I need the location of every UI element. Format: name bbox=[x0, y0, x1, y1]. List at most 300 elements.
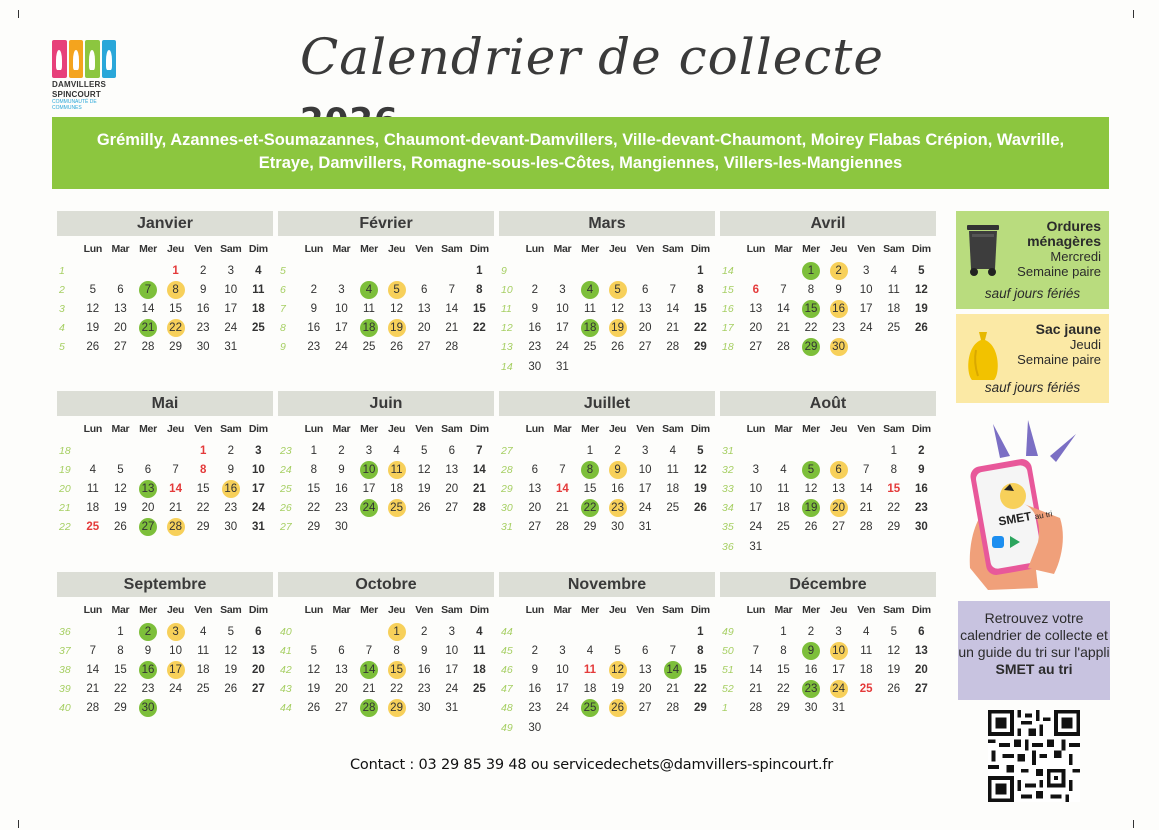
day-cell: 7 bbox=[752, 644, 759, 657]
week-number: 6 bbox=[280, 283, 286, 296]
week-row bbox=[720, 537, 936, 556]
day-cell: 2 bbox=[614, 444, 621, 457]
day-cell: 9 bbox=[835, 283, 842, 296]
weekday-header bbox=[278, 416, 494, 441]
day-cell-sac-jaune: 15 bbox=[383, 661, 411, 679]
day-cell-sac-jaune: 10 bbox=[825, 642, 853, 660]
day-cell: 12 bbox=[307, 663, 321, 676]
day-cell: 22 bbox=[887, 502, 901, 515]
weekday-header bbox=[278, 236, 494, 261]
week-number: 13 bbox=[501, 341, 513, 354]
week-number: 12 bbox=[501, 322, 513, 335]
day-cell: 26 bbox=[390, 341, 403, 354]
week-row bbox=[499, 357, 715, 376]
weekday-label: Ven bbox=[857, 242, 876, 255]
day-cell: 14 bbox=[749, 663, 763, 676]
week-row bbox=[278, 699, 494, 718]
day-cell: 7 bbox=[89, 644, 96, 657]
weekday-label: Sam bbox=[662, 603, 684, 616]
weekday-label: Mar bbox=[111, 603, 130, 616]
week-row bbox=[278, 680, 494, 699]
day-cell-sac-jaune: 29 bbox=[383, 699, 411, 717]
week-number: 27 bbox=[280, 521, 292, 534]
day-cell: 31 bbox=[224, 341, 238, 354]
weekday-label: Dim bbox=[911, 242, 931, 255]
day-cell-ordures: 18 bbox=[355, 319, 383, 337]
day-cell-holiday: 1 bbox=[172, 264, 179, 277]
weekday-label: Mar bbox=[332, 242, 351, 255]
day-cell-holiday: 25 bbox=[86, 521, 100, 534]
day-cell bbox=[300, 262, 328, 280]
day-cell-sac-jaune: 1 bbox=[383, 623, 411, 641]
week-row bbox=[57, 299, 273, 318]
week-row bbox=[278, 261, 494, 280]
week-row bbox=[499, 479, 715, 498]
week-row bbox=[278, 338, 494, 357]
day-cell-ordures: 23 bbox=[797, 680, 825, 698]
day-cell: 18 bbox=[86, 502, 100, 515]
week-number: 47 bbox=[501, 683, 513, 696]
week-number: 19 bbox=[59, 463, 71, 476]
day-cell: 20 bbox=[141, 502, 155, 515]
day-cell: 20 bbox=[638, 683, 652, 696]
day-cell: 18 bbox=[390, 482, 403, 495]
day-cell: 24 bbox=[555, 341, 569, 354]
month-block bbox=[57, 211, 273, 357]
day-cell: 9 bbox=[531, 663, 538, 676]
day-cell: 1 bbox=[586, 444, 594, 457]
day-cell: 15 bbox=[169, 302, 182, 315]
week-row bbox=[57, 280, 273, 299]
day-cell: 25 bbox=[362, 341, 376, 354]
day-cell: 26 bbox=[417, 502, 431, 515]
day-cell: 6 bbox=[918, 625, 925, 638]
day-cell: 10 bbox=[555, 663, 569, 676]
crop-mark bbox=[1133, 10, 1141, 18]
day-cell bbox=[825, 442, 853, 460]
day-cell: 25 bbox=[776, 521, 790, 534]
weekday-label: Lun bbox=[83, 422, 102, 435]
week-number: 24 bbox=[280, 463, 292, 476]
day-cell: 14 bbox=[445, 302, 459, 315]
weekday-label: Jeu bbox=[829, 242, 848, 255]
day-cell: 1 bbox=[117, 625, 124, 638]
day-cell bbox=[549, 442, 577, 460]
day-cell: 13 bbox=[832, 482, 845, 495]
day-cell: 20 bbox=[334, 683, 348, 696]
day-cell: 27 bbox=[417, 341, 431, 354]
week-number: 18 bbox=[722, 341, 734, 354]
day-cell: 29 bbox=[307, 521, 321, 534]
weekday-header bbox=[499, 597, 715, 622]
week-row bbox=[57, 641, 273, 660]
week-row bbox=[499, 261, 715, 280]
weekday-label: Mar bbox=[111, 422, 130, 435]
week-number: 35 bbox=[722, 521, 734, 534]
week-row bbox=[499, 299, 715, 318]
day-cell-ordures: 21 bbox=[134, 319, 162, 337]
day-cell: 6 bbox=[144, 463, 152, 476]
day-cell: 27 bbox=[638, 702, 652, 715]
day-cell bbox=[79, 262, 107, 280]
day-cell: 18 bbox=[887, 302, 901, 315]
day-cell: 22 bbox=[307, 502, 321, 515]
day-cell-holiday: 6 bbox=[752, 283, 759, 296]
day-cell-sac-jaune: 19 bbox=[383, 319, 411, 337]
month-name: Novembre bbox=[499, 572, 715, 597]
week-row bbox=[57, 622, 273, 641]
week-number: 17 bbox=[722, 322, 734, 335]
weekday-label: Lun bbox=[83, 242, 102, 255]
day-cell: 6 bbox=[420, 283, 428, 296]
day-cell: 15 bbox=[472, 302, 486, 315]
day-cell: 22 bbox=[693, 322, 707, 335]
day-cell: 2 bbox=[310, 283, 317, 296]
week-number: 41 bbox=[280, 644, 292, 657]
month-name: Janvier bbox=[57, 211, 273, 236]
week-row bbox=[57, 518, 273, 537]
week-number: 7 bbox=[280, 302, 286, 315]
weekday-label: Sam bbox=[883, 603, 905, 616]
day-cell bbox=[825, 538, 853, 556]
week-row bbox=[499, 441, 715, 460]
day-cell: 3 bbox=[835, 625, 842, 638]
day-cell: 31 bbox=[749, 540, 763, 553]
day-cell: 16 bbox=[914, 482, 928, 495]
day-cell: 16 bbox=[611, 482, 624, 495]
day-cell: 12 bbox=[611, 302, 624, 315]
day-cell: 9 bbox=[310, 302, 317, 315]
weekday-label: Sam bbox=[883, 422, 905, 435]
day-cell-sac-jaune: 3 bbox=[162, 623, 190, 641]
weekday-label: Ven bbox=[194, 603, 213, 616]
weekday-label: Mer bbox=[139, 422, 157, 435]
day-cell bbox=[908, 538, 936, 556]
day-cell: 17 bbox=[749, 502, 763, 515]
day-cell: 28 bbox=[445, 341, 459, 354]
day-cell bbox=[770, 262, 798, 280]
day-cell-ordures: 24 bbox=[355, 499, 383, 517]
day-cell: 19 bbox=[914, 302, 928, 315]
day-cell: 27 bbox=[528, 521, 542, 534]
week-row bbox=[278, 641, 494, 660]
day-cell: 21 bbox=[86, 683, 100, 696]
weekday-label: Dim bbox=[248, 422, 268, 435]
day-cell: 30 bbox=[914, 521, 928, 534]
day-cell bbox=[521, 442, 549, 460]
logo-block bbox=[85, 40, 100, 78]
day-cell: 13 bbox=[445, 463, 459, 476]
day-cell: 29 bbox=[693, 341, 707, 354]
week-row bbox=[57, 699, 273, 718]
day-cell-ordures: 1 bbox=[797, 262, 825, 280]
week-row bbox=[499, 660, 715, 679]
day-cell: 27 bbox=[334, 702, 348, 715]
day-cell bbox=[687, 719, 715, 737]
day-cell: 9 bbox=[420, 644, 428, 657]
phone-in-hand-icon bbox=[958, 418, 1108, 596]
week-number: 40 bbox=[59, 702, 71, 715]
day-cell-sac-jaune: 19 bbox=[604, 319, 632, 337]
day-cell: 30 bbox=[611, 521, 624, 534]
month-days bbox=[720, 622, 936, 718]
day-cell bbox=[466, 518, 494, 536]
day-cell-ordures: 5 bbox=[797, 461, 825, 479]
weekday-label: Sam bbox=[220, 422, 242, 435]
day-cell bbox=[742, 262, 770, 280]
day-cell: 11 bbox=[86, 482, 99, 495]
week-number: 34 bbox=[722, 502, 734, 515]
week-number: 3 bbox=[59, 302, 65, 315]
day-cell: 20 bbox=[638, 322, 652, 335]
day-cell: 24 bbox=[334, 341, 348, 354]
day-cell: 19 bbox=[113, 502, 127, 515]
day-cell: 24 bbox=[445, 683, 459, 696]
day-cell: 25 bbox=[583, 341, 597, 354]
day-cell bbox=[410, 262, 438, 280]
app-name-text: SMET bbox=[997, 509, 1033, 529]
day-cell bbox=[107, 262, 135, 280]
legend-om-title: Ordures ménagères bbox=[1027, 218, 1101, 249]
day-cell: 16 bbox=[417, 663, 431, 676]
day-cell: 22 bbox=[196, 502, 210, 515]
day-cell-sac-jaune: 12 bbox=[604, 661, 632, 679]
day-cell: 22 bbox=[804, 322, 818, 335]
day-cell: 4 bbox=[586, 644, 594, 657]
weekday-label: Mer bbox=[139, 603, 157, 616]
day-cell: 3 bbox=[227, 264, 234, 277]
day-cell: 28 bbox=[555, 521, 569, 534]
day-cell: 29 bbox=[693, 702, 707, 715]
day-cell: 28 bbox=[776, 341, 790, 354]
day-cell: 23 bbox=[334, 502, 348, 515]
day-cell: 23 bbox=[832, 322, 845, 335]
day-cell-ordures: 4 bbox=[576, 281, 604, 299]
day-cell: 4 bbox=[780, 463, 787, 476]
day-cell: 15 bbox=[113, 663, 127, 676]
logo bbox=[52, 40, 116, 111]
day-cell: 7 bbox=[172, 463, 179, 476]
day-cell: 31 bbox=[638, 521, 652, 534]
day-cell-sac-jaune: 28 bbox=[162, 518, 190, 536]
month-days bbox=[720, 261, 936, 357]
week-number: 30 bbox=[501, 502, 513, 515]
day-cell-sac-jaune: 17 bbox=[162, 661, 190, 679]
weekday-label: Jeu bbox=[387, 603, 406, 616]
day-cell: 13 bbox=[528, 482, 542, 495]
day-cell: 27 bbox=[445, 502, 459, 515]
weekday-label: Ven bbox=[636, 242, 655, 255]
day-cell: 16 bbox=[804, 663, 818, 676]
day-cell: 25 bbox=[666, 502, 680, 515]
day-cell bbox=[134, 442, 162, 460]
crop-mark bbox=[1133, 820, 1141, 828]
day-cell bbox=[659, 719, 687, 737]
communes-line2: Etraye, Damvillers, Romagne-sous-les-Côtes, Mangiennes, Villers-les-Mangiennes bbox=[258, 154, 903, 172]
day-cell: 17 bbox=[555, 322, 569, 335]
week-row bbox=[720, 338, 936, 357]
week-number: 1 bbox=[722, 702, 728, 715]
day-cell-ordures: 25 bbox=[576, 699, 604, 717]
week-number: 5 bbox=[59, 341, 65, 354]
day-cell: 11 bbox=[666, 463, 679, 476]
day-cell: 22 bbox=[472, 322, 486, 335]
weekday-label: Mer bbox=[139, 242, 157, 255]
day-cell: 19 bbox=[224, 663, 238, 676]
week-row bbox=[720, 261, 936, 280]
day-cell bbox=[549, 262, 577, 280]
week-row bbox=[499, 699, 715, 718]
day-cell bbox=[162, 699, 190, 717]
day-cell: 31 bbox=[445, 702, 459, 715]
day-cell: 6 bbox=[255, 625, 262, 638]
day-cell: 31 bbox=[832, 702, 845, 715]
day-cell: 21 bbox=[859, 502, 873, 515]
week-row bbox=[720, 499, 936, 518]
day-cell: 5 bbox=[918, 264, 925, 277]
weekday-label: Mar bbox=[774, 603, 793, 616]
day-cell: 24 bbox=[224, 322, 238, 335]
logo-block bbox=[69, 40, 84, 78]
day-cell: 2 bbox=[531, 283, 538, 296]
day-cell: 9 bbox=[199, 283, 207, 296]
day-cell: 27 bbox=[113, 341, 127, 354]
day-cell: 21 bbox=[362, 683, 376, 696]
day-cell: 17 bbox=[859, 302, 873, 315]
month-name: Octobre bbox=[278, 572, 494, 597]
week-number: 14 bbox=[722, 264, 734, 277]
weekday-label: Sam bbox=[441, 242, 463, 255]
weekday-label: Mer bbox=[802, 422, 820, 435]
weekday-label: Mer bbox=[360, 242, 378, 255]
legend-sj-day: Jeudi bbox=[1069, 337, 1101, 352]
day-cell: 8 bbox=[393, 644, 400, 657]
day-cell: 6 bbox=[641, 644, 649, 657]
week-number: 1 bbox=[59, 264, 65, 277]
day-cell: 16 bbox=[196, 302, 210, 315]
week-row bbox=[720, 680, 936, 699]
day-cell: 17 bbox=[638, 482, 652, 495]
day-cell-sac-jaune: 25 bbox=[383, 499, 411, 517]
day-cell: 20 bbox=[914, 663, 928, 676]
day-cell: 12 bbox=[887, 644, 901, 657]
day-cell: 14 bbox=[86, 663, 100, 676]
day-cell: 13 bbox=[914, 644, 928, 657]
weekday-label: Jeu bbox=[387, 422, 406, 435]
day-cell bbox=[604, 358, 632, 376]
day-cell: 28 bbox=[86, 702, 100, 715]
day-cell: 15 bbox=[693, 663, 707, 676]
day-cell: 20 bbox=[528, 502, 542, 515]
day-cell: 26 bbox=[224, 683, 238, 696]
week-row bbox=[720, 518, 936, 537]
week-row bbox=[720, 641, 936, 660]
weekday-label: Ven bbox=[636, 603, 655, 616]
day-cell: 26 bbox=[693, 502, 707, 515]
day-cell-ordures: 27 bbox=[134, 518, 162, 536]
week-row bbox=[499, 460, 715, 479]
day-cell: 29 bbox=[113, 702, 127, 715]
month-block bbox=[499, 391, 715, 537]
day-cell: 23 bbox=[141, 683, 155, 696]
day-cell: 3 bbox=[862, 264, 870, 277]
week-number: 25 bbox=[280, 482, 292, 495]
day-cell: 17 bbox=[334, 322, 348, 335]
legend-sj-title: Sac jaune bbox=[1035, 321, 1101, 337]
weekday-label: Mar bbox=[553, 603, 572, 616]
week-number: 38 bbox=[59, 663, 71, 676]
day-cell: 14 bbox=[666, 302, 680, 315]
day-cell bbox=[631, 358, 659, 376]
day-cell bbox=[134, 262, 162, 280]
weekday-label: Jeu bbox=[166, 242, 185, 255]
day-cell: 5 bbox=[227, 625, 234, 638]
day-cell bbox=[521, 262, 549, 280]
day-cell: 29 bbox=[583, 521, 597, 534]
day-cell bbox=[410, 518, 438, 536]
week-row bbox=[57, 499, 273, 518]
day-cell: 1 bbox=[890, 444, 897, 457]
weekday-label: Mar bbox=[774, 242, 793, 255]
day-cell: 18 bbox=[196, 663, 210, 676]
day-cell: 22 bbox=[693, 683, 707, 696]
day-cell: 12 bbox=[86, 302, 100, 315]
week-number: 44 bbox=[280, 702, 292, 715]
month-days bbox=[720, 441, 936, 556]
day-cell: 27 bbox=[914, 683, 928, 696]
week-number: 45 bbox=[501, 644, 513, 657]
day-cell: 1 bbox=[697, 625, 704, 638]
week-row bbox=[499, 518, 715, 537]
week-number: 44 bbox=[501, 625, 513, 638]
day-cell bbox=[797, 442, 825, 460]
day-cell: 24 bbox=[859, 322, 873, 335]
day-cell: 5 bbox=[310, 644, 317, 657]
day-cell: 21 bbox=[445, 322, 459, 335]
weekday-label: Jeu bbox=[608, 422, 627, 435]
logo-line3: COMMUNAUTÉ DE COMMUNES bbox=[52, 99, 97, 111]
day-cell: 20 bbox=[251, 663, 265, 676]
day-cell bbox=[687, 518, 715, 536]
day-cell: 23 bbox=[224, 502, 238, 515]
day-cell: 11 bbox=[363, 302, 375, 315]
day-cell: 17 bbox=[832, 663, 845, 676]
day-cell: 2 bbox=[199, 264, 207, 277]
day-cell: 9 bbox=[918, 463, 925, 476]
day-cell bbox=[908, 699, 936, 717]
day-cell: 16 bbox=[334, 482, 348, 495]
day-cell: 4 bbox=[476, 625, 483, 638]
day-cell: 27 bbox=[638, 341, 652, 354]
week-row bbox=[278, 622, 494, 641]
weekday-label: Ven bbox=[415, 242, 434, 255]
day-cell bbox=[659, 358, 687, 376]
day-cell: 1 bbox=[476, 264, 483, 277]
day-cell: 5 bbox=[697, 444, 704, 457]
day-cell: 12 bbox=[804, 482, 818, 495]
day-cell: 5 bbox=[614, 644, 621, 657]
day-cell: 5 bbox=[117, 463, 124, 476]
legend-sj-note: sauf jours fériés bbox=[984, 380, 1081, 395]
day-cell: 13 bbox=[113, 302, 127, 315]
month-name: Février bbox=[278, 211, 494, 236]
day-cell: 24 bbox=[638, 502, 652, 515]
weekday-label: Mer bbox=[802, 242, 820, 255]
day-cell: 14 bbox=[859, 482, 873, 495]
day-cell: 14 bbox=[141, 302, 155, 315]
day-cell: 18 bbox=[583, 683, 597, 696]
week-number: 10 bbox=[501, 283, 513, 296]
